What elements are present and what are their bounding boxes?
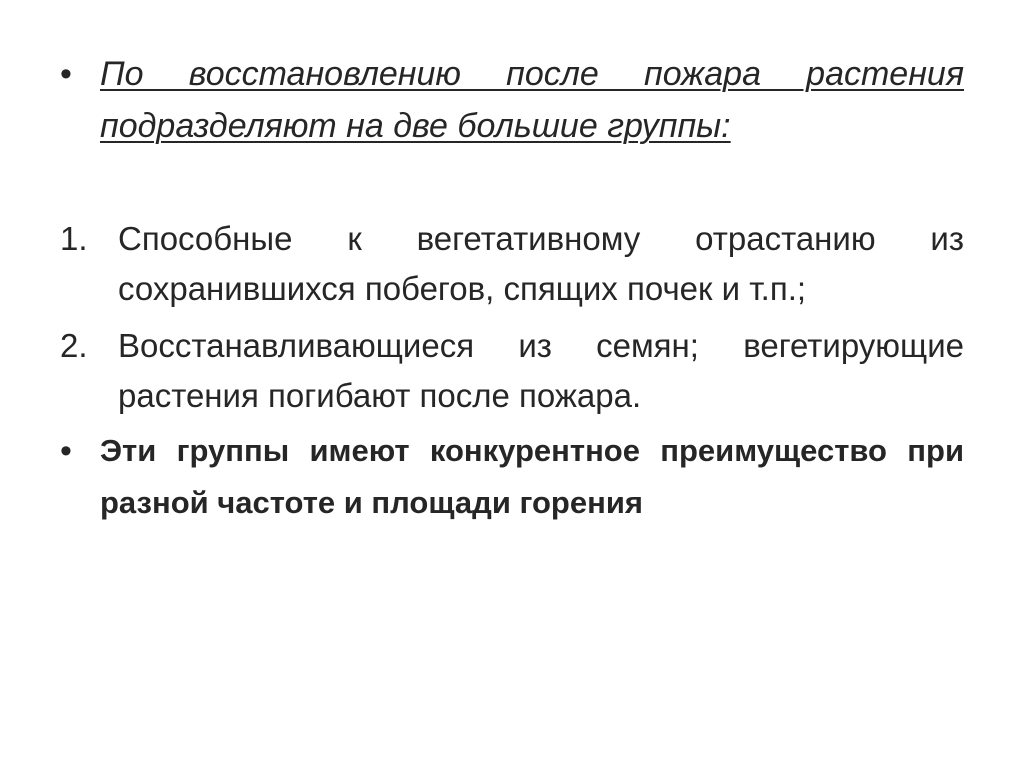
list-item-1-text: Способные к вегетативному отрастанию из сохранившихся побегов, спящих почек и т.п.;: [118, 220, 964, 307]
list-item-2: [60, 321, 964, 421]
bullet-conclusion-text: Эти группы имеют конкурентное преимущество при разной частоте и площади горения: [100, 433, 964, 520]
list-item-1: [60, 214, 964, 314]
bullet-marker: •: [60, 432, 72, 470]
list-item-2-text: Восстанавливающиеся из семян; вегетирующие растения погибают после пожара.: [118, 327, 964, 414]
bullet-intro: [60, 48, 964, 152]
bullet-intro-text: По восстановлению после пожара растения подразделяют на две большие группы:: [100, 55, 964, 145]
list-number-2: 2.: [60, 327, 88, 364]
bullet-conclusion: [60, 425, 964, 529]
list-number-1: 1.: [60, 220, 88, 257]
bullet-marker: •: [60, 55, 72, 93]
